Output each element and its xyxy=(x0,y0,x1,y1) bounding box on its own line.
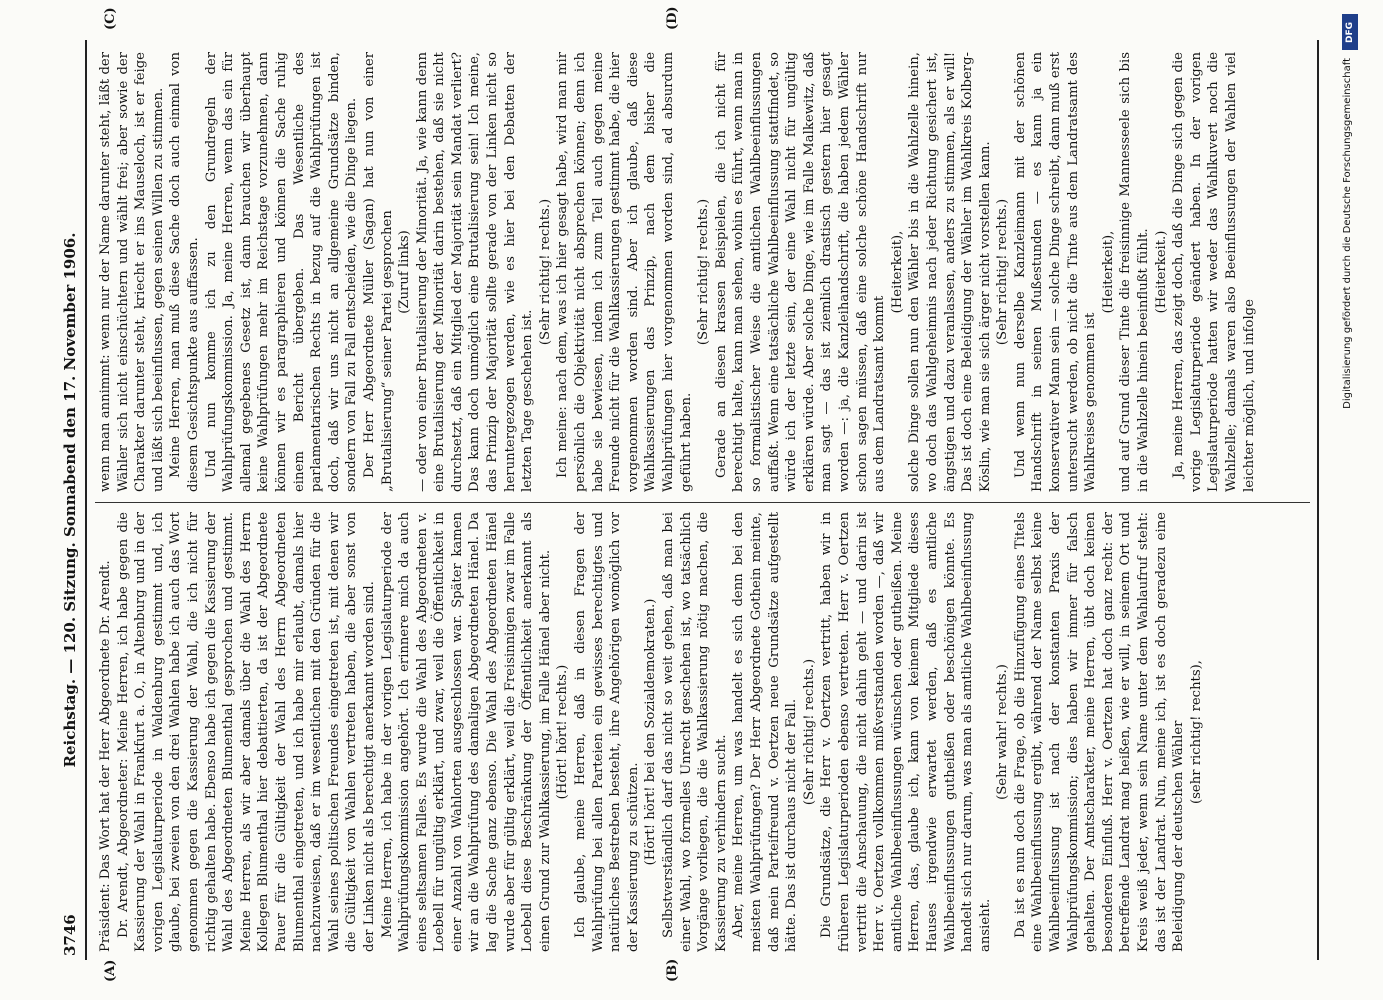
interjection: (Heiterkeit), xyxy=(1100,230,1116,314)
interjection: (Heiterkeit.) xyxy=(1153,230,1169,314)
paragraph: Ich meine: nach dem, was ich hier gesagt habe, wird man mir persönlich die Objektivität nicht absprechen können; denn ich habe sie bewiesen, indem ich zum Teil auch gegen meine Freunde nicht für die Wahlkassierungen gestimmt habe, die hier vorgenommen worden sind. Aber ich glaube, daß diese Wahlkassierungen das Prinzip, nach dem bisher die Wahlprüfungen hier vorgenommen worden sind, ad absurdum geführt haben. xyxy=(555,52,694,492)
bottom-rule xyxy=(1317,40,1319,960)
interjection: (Hört! hört! rechts.) xyxy=(555,664,571,800)
interjection: (Sehr richtig! rechts.) xyxy=(696,198,712,346)
paragraph: Gerade an diesen krassen Beispielen, die ich nicht für berechtigt halte, kann man sehen, wohin es führt, wenn man in so formalistischer Weise die amtlichen Wahlbeeinflussungen auffaßt. Wenn eine tatsächliche Wahlbeeinflussung stattfindet, so würde ich der letzte sein, der eine Wahl nicht für ungültig erklären würde. Aber solche Dinge, wie im Falle Malkewitz, daß man sagt — das ist ziemlich drastisch gestern hier gesagt worden —: ja, die Kanzleihandschrift, die haben jedem Wähler schon sagen müssen, daß eine solche schöne Handschrift nur aus dem Landratsamt kommt xyxy=(713,52,888,492)
left-column xyxy=(97,512,1307,952)
page-header xyxy=(55,40,87,960)
paragraph: Der Herr Abgeordnete Müller (Sagan) hat nun von einer „Brutalisierung“ seiner Partei gesprochen xyxy=(361,52,395,492)
column-divider xyxy=(95,502,1310,503)
paragraph: Dr. Arendt, Abgeordneter: Meine Herren, ich habe gegen die Kassierung der Wahl in Frankfurt a. O., in Altenburg und in der vorigen Legislaturperiode in Waldenburg gestimmt und, ich glaube, bei zweien von den drei Wahlen habe ich auch das Wort genommen gegen die Kassierung der Wahl, die ich nicht für richtig gehalten habe. Ebenso habe ich gegen die Kassierung der Wahl des Abgeordneten Blumenthal gesprochen und gestimmt. Meine Herren, als wir aber damals über die Wahl des Herrn Kollegen Blumenthal hier debattierten, da ist der Abgeordnete Pauer für die Gültigkeit der Wahl des Herrn Abgeordneten Blumenthal eingetreten, und ich habe mir erlaubt, damals hier nachzuweisen, daß er im wesentlichen mit den Gründen für die Wahl seines politischen Freundes eingetreten ist, mit denen wir die Gültigkeit von Wahlen vertreten haben, die aber sonst von der Linken nicht als berechtigt anerkannt worden sind. xyxy=(115,512,377,952)
dfg-logo: DFG xyxy=(1342,14,1358,50)
running-title: Reichstag. — 120. Sitzung. Sonnabend den 17. November 1906. xyxy=(61,232,79,768)
paragraph: Aber, meine Herren, um was handelt es sich denn bei den meisten Wahlprüfungen? Der Herr Abgeordnete Gothein meinte, daß mein Parteifreund v. Oertzen neue Grundsätze aufgestellt hätte. Das ist durchaus nicht der Fall. xyxy=(731,512,800,952)
paragraph: Ich glaube, meine Herren, daß in diesen Fragen der Wahlprüfung bei allen Parteien ein gewisses berechtigtes und natürliches Bestreben besteht, ihre Angehörigen womöglich vor der Kassierung zu schützen. xyxy=(573,512,641,952)
paragraph: Ja, meine Herren, das zeigt doch, daß die Dinge sich gegen die vorige Legislaturperiode geändert haben. In der vorigen Legislaturperiode hatten wir weder das Wahlkuvert noch die Wahlzelle; damals waren also Beeinflussungen der Wahlen viel leichter möglich, und infolge xyxy=(1171,52,1257,492)
paragraph: und auf Grund dieser Tinte die freisinnige Mannesseele sich bis in die Wahlzelle hinein beeinflußt fühlt. xyxy=(1118,52,1152,492)
paragraph: Selbstverständlich darf das nicht so weit gehen, daß man bei einer Wahl, wo formelles Unrecht geschehen ist, wo tatsächlich Vorgänge vorliegen, die die Wahlkassierung nötig machen, die Kassierung zu verhindern sucht. xyxy=(661,512,729,952)
interjection: (Sehr richtig! rechts.) xyxy=(537,198,553,346)
margin-marker-b: (B) xyxy=(665,958,680,982)
margin-marker-a: (A) xyxy=(103,959,118,982)
rotated-page xyxy=(55,6,1345,982)
paragraph: Da ist es nun doch die Frage, ob die Hinzufügung eines Titels eine Wahlbeeinflussung ergibt, während der Name selbst keine Wahlbeeinflussung ist nach der konstanten Praxis der Wahlprüfungskommission; dies haben wir immer für falsch gehalten. Der Amtscharakter, meine Herren, übt doch keinen besonderen Einfluß. Herr v. Oertzen hat doch ganz recht: der betreffende Landrat mag heißen, wie er will, in seinem Ort und Kreis weiß jeder, wenn sein Name unter dem Wahlaufruf steht: das ist der Landrat. Nun, meine ich, ist es doch geradezu eine Beleidigung der deutschen Wähler xyxy=(1012,512,1187,952)
interjection: (sehr richtig! rechts), xyxy=(1188,660,1204,804)
margin-marker-d: (D) xyxy=(665,6,680,30)
paragraph: Meine Herren, ich habe in der vorigen Legislaturperiode der Wahlprüfungskommission angehört. Ich erinnere mich da auch eines seltsamen Falles. Es wurde die Wahl des Abgeordneten v. Loebell für ungültig erklärt, und zwar, weil die Öffentlichkeit in einer Anzahl von Wahlorten ausgeschlossen war. Später kamen wir an die Wahlprüfung des damaligen Abgeordneten Hänel. Da lag die Sache ganz ebenso. Die Wahl des Abgeordneten Hänel wurde aber für gültig erklärt, weil die Freisinnigen zwar im Falle Loebell diese Beschränkung der Öffentlichkeit anerkannt als einen Grund zur Wahlkassierung, im Falle Hänel aber nicht. xyxy=(379,512,553,952)
interjection: (Sehr richtig! rechts.) xyxy=(995,198,1011,346)
margin-marker-c: (C) xyxy=(103,7,118,30)
paragraph: solche Dinge sollen nun den Wähler bis in die Wahlzelle hinein, wo doch das Wahlgeheimnis nach jeder Richtung gesichert ist, ängstigen und dazu veranlassen, anders zu stimmen, als er will! Das ist doch eine Beleidigung der Wähler im Wahlkreis Kolberg-Köslin, wie man sie sich ärger nicht vorstellen kann. xyxy=(907,52,993,492)
paragraph: Die Grundsätze, die Herr v. Oertzen vertritt, haben wir in früheren Legislaturperioden ebenso vertreten. Herr v. Oertzen vertritt die Anschauung, die nicht dahin geht — und darin ist Herr v. Oertzen vollkommen mißverstanden worden —, daß wir amtliche Wahlbeeinflussungen wünschen oder gutheißen. Meine Herren, das, glaube ich, kann von keinem Mitgliede dieses Hauses irgendwie erwartet werden, daß es amtliche Wahlbeeinflussungen gutheißen oder beschönigen könnte. Es handelt sich nur darum, was man als amtliche Wahlbeeinflussung ansieht. xyxy=(819,512,993,952)
paragraph: wenn man annimmt: wenn nur der Name darunter steht, läßt der Wähler sich nicht einschüchtern und wählt frei; aber sowie der Charakter darunter steht, kriecht er ins Mauseloch, ist er feige und läßt sich beeinflussen, gegen seinen Willen zu stimmen. xyxy=(98,52,166,492)
right-column xyxy=(97,52,1307,492)
interjection: (Sehr wahr! rechts.) xyxy=(995,664,1011,800)
paragraph: Präsident: Das Wort hat der Herr Abgeordnete Dr. Arendt. xyxy=(98,560,113,952)
interjection: (Hört! hört! bei den Sozialdemokraten.) xyxy=(643,598,659,866)
paragraph: Meine Herren, man muß diese Sache doch auch einmal von diesem Gesichtspunkte aus auffassen. xyxy=(168,52,201,492)
paragraph: — oder von einer Brutalisierung der Minorität. Ja, wie kann denn eine Brutalisierung der Minorität darin bestehen, daß sie nicht durchsetzt, daß ein Mitglied der Majorität sein Mandat verliert? Das kann doch unmöglich eine Brutalisierung sein! Ich meine, das Prinzip der Majorität sollte gerade von der Linken nicht so heruntergezogen werden, wie es hier bei den Debatten der letzten Tage geschehen ist. xyxy=(414,52,536,492)
digitization-credit xyxy=(1320,10,1380,990)
interjection: (Sehr richtig! rechts.) xyxy=(801,658,817,806)
interjection: (Heiterkeit), xyxy=(889,230,905,314)
page-number: 3746 xyxy=(61,914,79,956)
paragraph: Und wenn nun derselbe Kanzleimann mit der schönen Handschrift in seinen Mußestunden — es kann ja ein konservativer Mann sein — solche Dinge schreibt, dann muß erst untersucht werden, ob nicht die Tinte aus dem Landratsamt des Wahlkreises genommen ist xyxy=(1012,52,1099,492)
paragraph: Und nun komme ich zu den Grundregeln der Wahlprüfungskommission. Ja, meine Herren, wenn das ein für allemal gegebenes Gesetz ist, dann brauchen wir überhaupt keine Wahlprüfungen mehr im Reichstage vorzunehmen, dann können wir es paragraphieren und können die Sache ruhig einem Bericht übergeben. Das Wesentliche des parlamentarischen Rechts in bezug auf die Wahlprüfungen ist doch, daß wir uns nicht an allgemeine Grundsätze binden, sondern von Fall zu Fall entscheiden, wie die Dinge liegen. xyxy=(203,52,360,492)
interjection: (Zuruf links) xyxy=(397,230,413,314)
credit-text: Digitalisierung gefördert durch die Deutsche Forschungsgemeinschaft xyxy=(1342,58,1353,409)
